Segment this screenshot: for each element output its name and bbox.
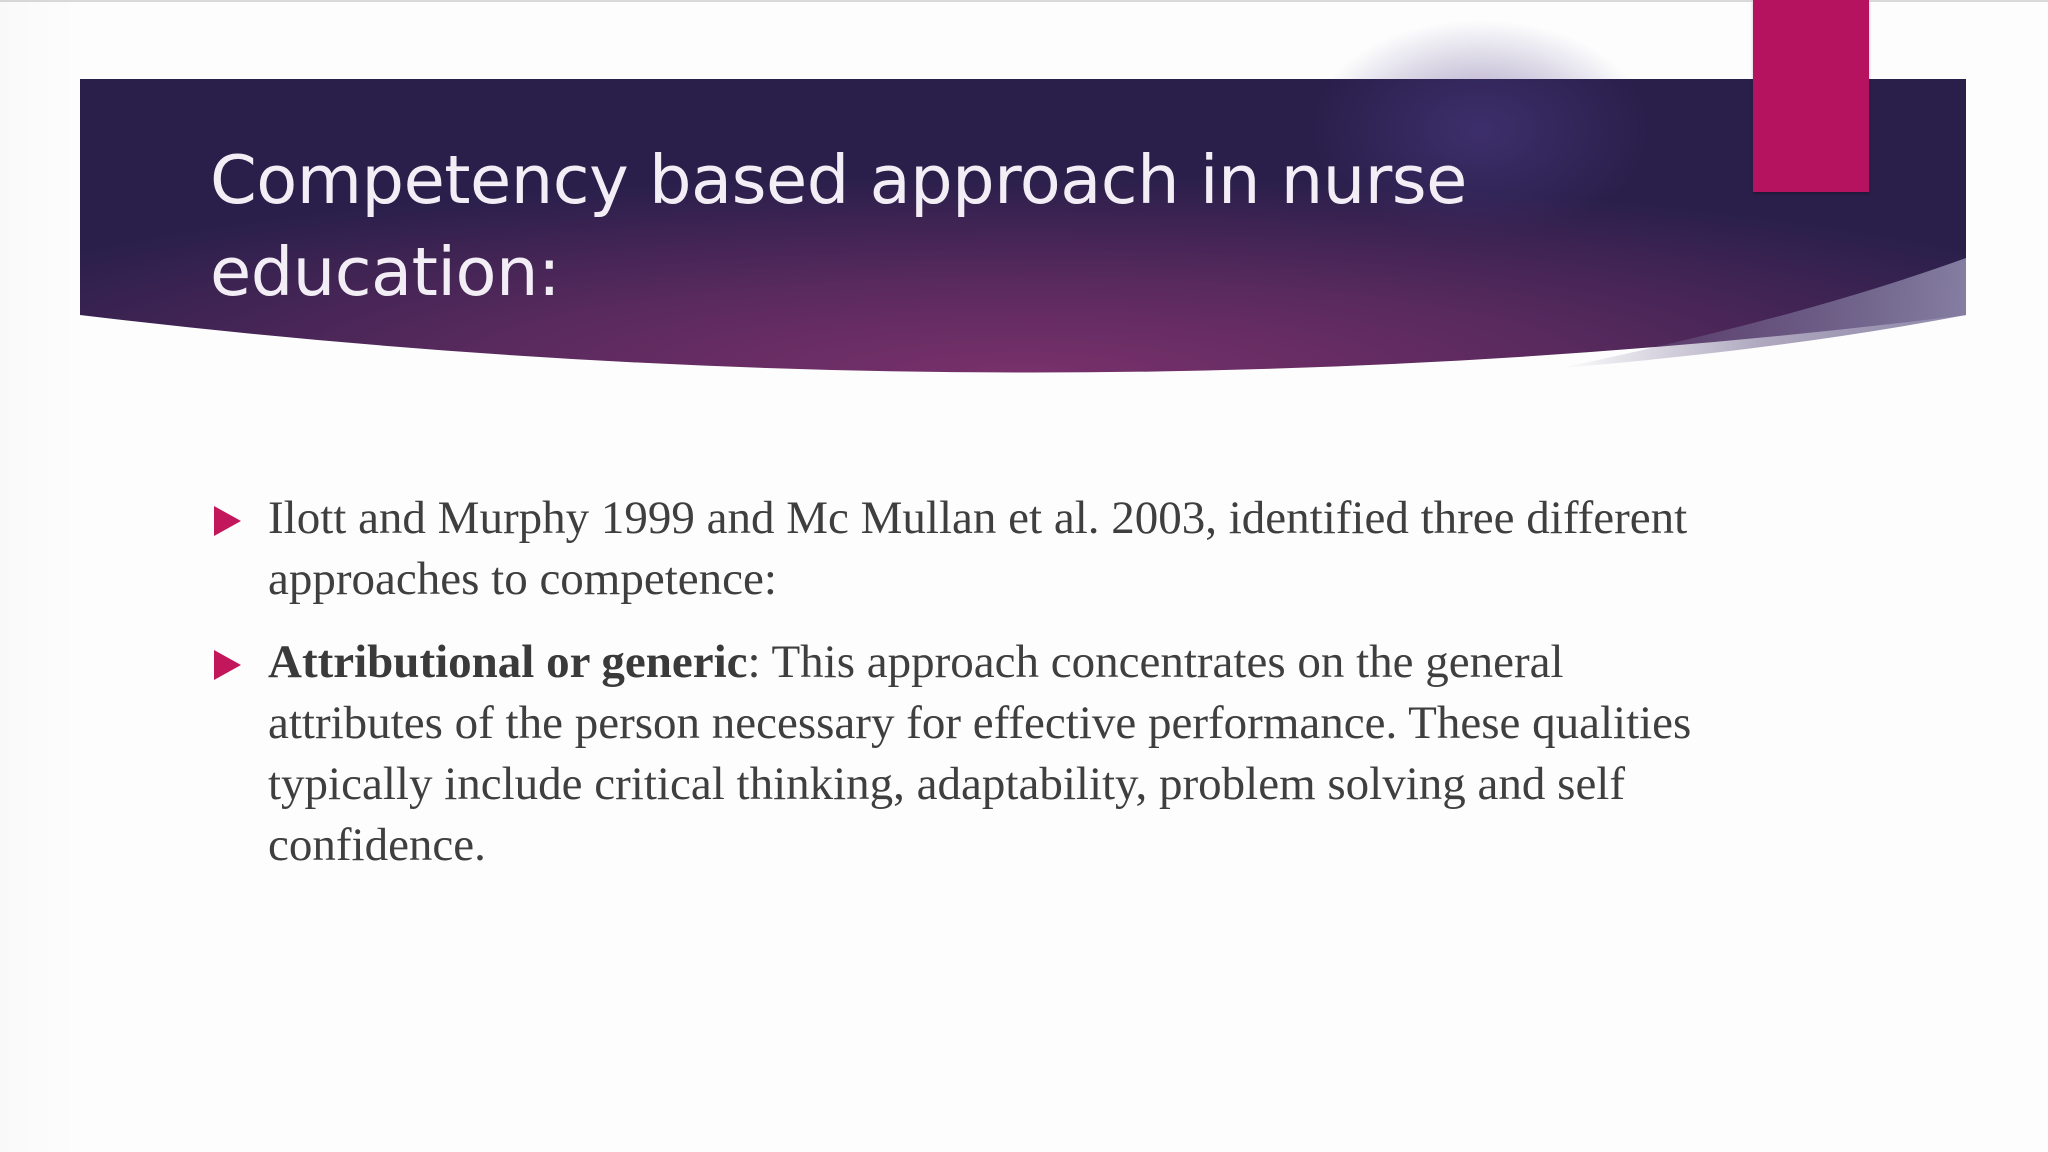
bullet-text: Ilott and Murphy 1999 and Mc Mullan et al. 2003, identified three different approaches to competence: xyxy=(268,492,1688,605)
triangle-right-icon xyxy=(214,506,241,536)
bullet-item xyxy=(210,632,1710,876)
accent-tab xyxy=(1753,0,1869,192)
bullet-term: Attributional or generic xyxy=(268,636,748,688)
slide-title: Competency based approach in nurse education: xyxy=(210,141,1467,311)
bullet-text: : This approach concentrates on the general attributes of the person necessary for effective performance. These qualities typically include critical thinking, adaptability, problem solving and self confidence. xyxy=(268,636,1692,871)
triangle-right-icon xyxy=(214,650,241,680)
bullet-list xyxy=(210,488,1710,898)
bullet-item xyxy=(210,488,1710,610)
